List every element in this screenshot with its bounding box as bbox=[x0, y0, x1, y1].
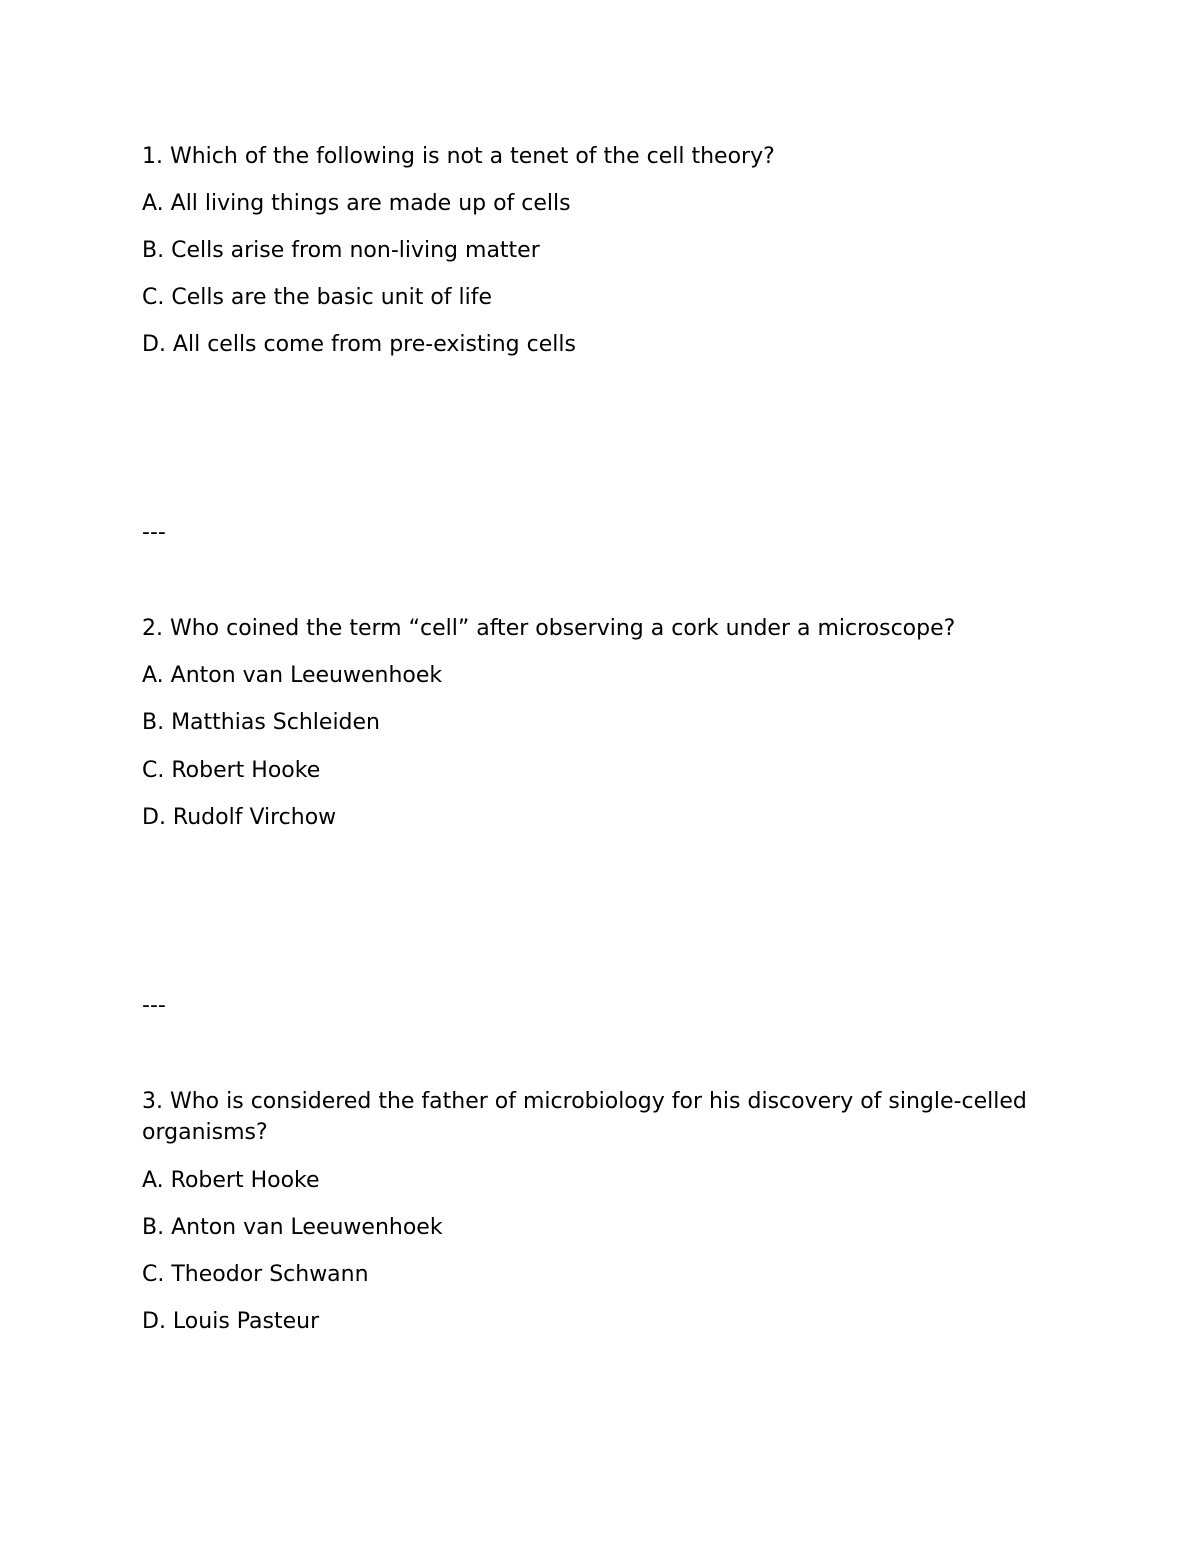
question-2-option-a: A. Anton van Leeuwenhoek bbox=[142, 663, 443, 688]
question-3-option-c: C. Theodor Schwann bbox=[142, 1262, 369, 1287]
separator-2: --- bbox=[142, 993, 166, 1018]
question-3-option-b: B. Anton van Leeuwenhoek bbox=[142, 1215, 443, 1240]
question-3-option-a: A. Robert Hooke bbox=[142, 1168, 320, 1193]
question-3-prompt: 3. Who is considered the father of microbiology for his discovery of single-celled organisms? bbox=[142, 1089, 1027, 1145]
question-1-prompt: 1. Which of the following is not a tenet of the cell theory? bbox=[142, 144, 775, 169]
question-1-option-c: C. Cells are the basic unit of life bbox=[142, 285, 493, 310]
question-2-prompt: 2. Who coined the term “cell” after observing a cork under a microscope? bbox=[142, 616, 956, 641]
question-3-option-d: D. Louis Pasteur bbox=[142, 1309, 320, 1334]
question-2-option-d: D. Rudolf Virchow bbox=[142, 805, 337, 830]
question-2-option-c: C. Robert Hooke bbox=[142, 758, 321, 783]
question-2-option-b: B. Matthias Schleiden bbox=[142, 710, 380, 735]
separator-1: --- bbox=[142, 520, 166, 545]
question-1-option-b: B. Cells arise from non-living matter bbox=[142, 238, 540, 263]
question-1-option-d: D. All cells come from pre-existing cells bbox=[142, 332, 576, 357]
question-1-option-a: A. All living things are made up of cells bbox=[142, 191, 571, 216]
